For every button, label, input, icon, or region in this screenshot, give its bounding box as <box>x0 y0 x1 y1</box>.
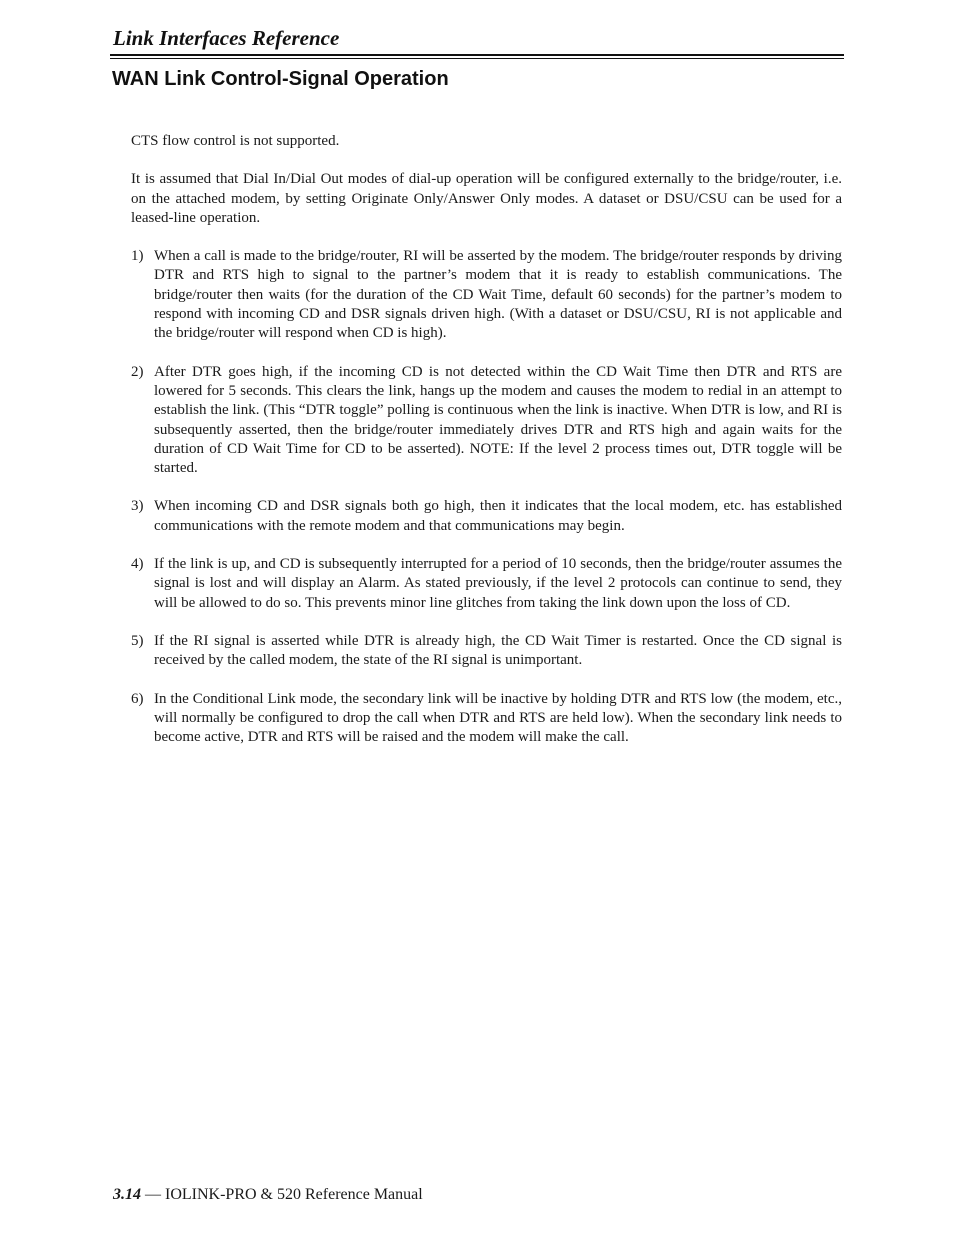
header-rule-thin <box>110 58 844 59</box>
section-title: WAN Link Control-Signal Operation <box>112 68 449 90</box>
list-item-text: When incoming CD and DSR signals both go high, then it indicates that the local modem, etc. has established communications with the remote modem and that communications may begin. <box>154 498 842 534</box>
running-header: Link Interfaces Reference <box>113 26 340 50</box>
list-item-number: 3) <box>131 498 144 515</box>
list-item <box>131 497 842 536</box>
list-item-number: 2) <box>131 363 144 380</box>
list-item <box>131 690 842 748</box>
list-item <box>131 247 842 343</box>
list-item-number: 5) <box>131 632 144 649</box>
paragraph-cts: CTS flow control is not supported. <box>131 133 340 149</box>
page-number: 3.14 <box>113 1186 141 1203</box>
list-item <box>131 632 842 671</box>
paragraph-dial-modes: It is assumed that Dial In/Dial Out modes of dial-up operation will be configured externally to the bridge/router, i.e. on the attached modem, by setting Originate Only/Answer Only modes. A dataset or DSU/CSU can be used for a leased-line operation. <box>131 171 842 226</box>
footer-separator: — <box>141 1186 165 1203</box>
list-item-text: If the RI signal is asserted while DTR is already high, the CD Wait Timer is restarted. Once the CD signal is received by the called modem, the state of the RI signal is unimportant. <box>154 632 842 669</box>
manual-title: IOLINK-PRO & 520 Reference Manual <box>165 1186 423 1203</box>
list-item-number: 1) <box>131 248 144 265</box>
list-item-number: 6) <box>131 690 144 707</box>
page-footer <box>113 1186 423 1204</box>
list-item-text: When a call is made to the bridge/router, RI will be asserted by the modem. The bridge/router responds by driving DTR and RTS high to signal to the partner’s modem that it is ready to establish communications. The bridge/router then waits (for the duration of the CD Wait Time, default 60 seconds) for the partner’s modem to respond with incoming CD and DSR signals driven high. (With a dataset or DSU/CSU, RI is not applicable and the bridge/router will respond when CD is high). <box>154 248 842 342</box>
numbered-list <box>131 247 842 747</box>
body-text <box>131 132 842 766</box>
list-item-number: 4) <box>131 556 144 573</box>
list-item-text: After DTR goes high, if the incoming CD is not detected within the CD Wait Time then DTR and RTS are lowered for 5 seconds. This clears the link, hangs up the modem and causes the modem to redial in an attempt to establish the link. (This “DTR toggle” polling is continuous when the link is inactive. When DTR is low, and RI is subsequently asserted, then the bridge/router immediately drives DTR and RTS high and again waits for the duration of CD Wait Time for CD to be asserted). NOTE: If the level 2 process times out, DTR toggle will be started. <box>154 363 842 477</box>
list-item-text: If the link is up, and CD is subsequently interrupted for a period of 10 seconds, then the bridge/router assumes the signal is lost and will display an Alarm. As stated previously, if the level 2 protocols can continue to send, they will be allowed to do so. This prevents minor line glitches from taking the link down upon the loss of CD. <box>154 556 842 611</box>
list-item <box>131 555 842 613</box>
list-item <box>131 363 842 479</box>
header-rule-thick <box>110 54 844 56</box>
list-item-text: In the Conditional Link mode, the secondary link will be inactive by holding DTR and RTS low (the modem, etc., will normally be configured to drop the call when DTR and RTS are held low). When the secondary link needs to become active, DTR and RTS will be raised and the modem will make the call. <box>154 690 842 746</box>
